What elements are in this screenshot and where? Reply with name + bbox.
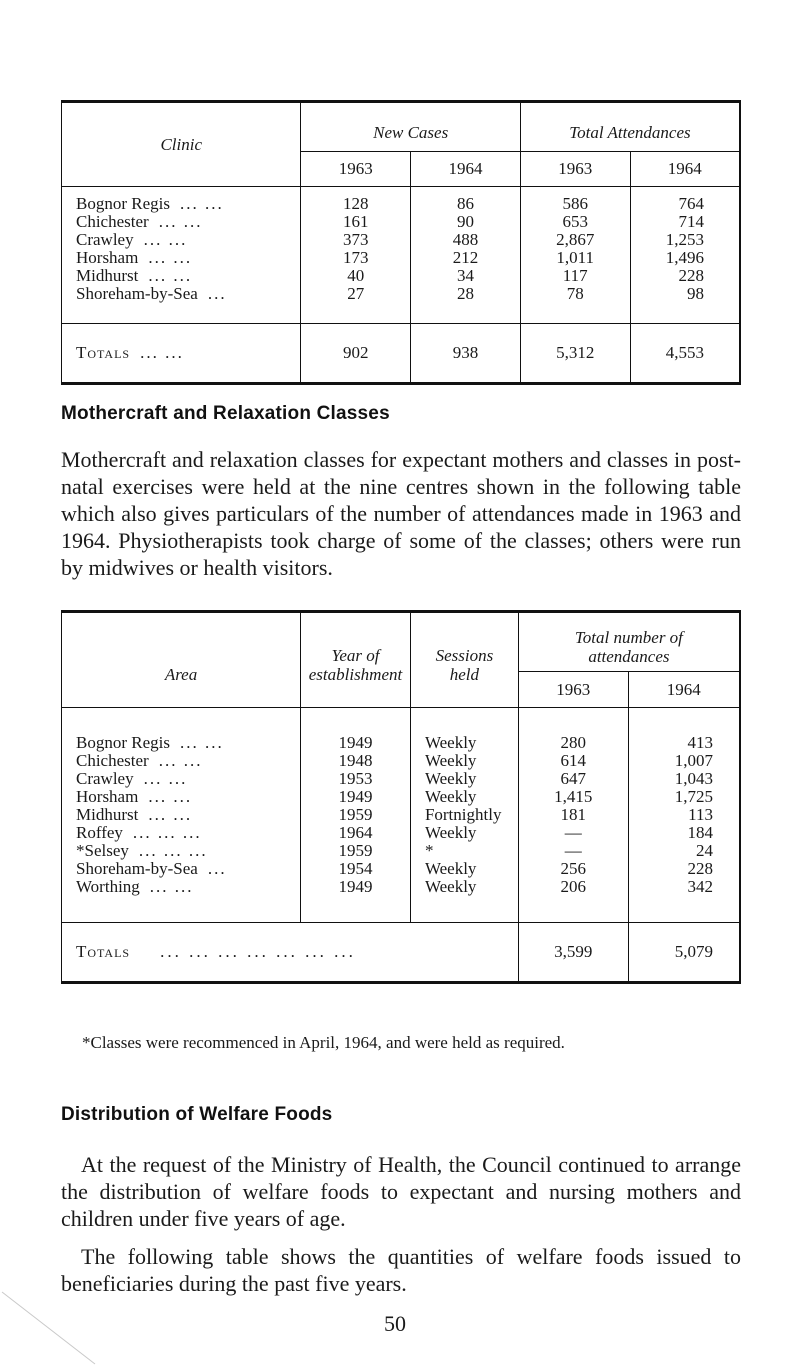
clinic-name: Crawley	[76, 230, 134, 249]
page-number: 50	[384, 1311, 406, 1336]
new-cases-1964-cell: 90	[411, 213, 521, 231]
attendances-1963-cell: 2,867	[520, 231, 630, 249]
attendances-1963-cell: 256	[518, 860, 628, 878]
attendances-1963-cell: 586	[520, 187, 630, 214]
sessions-cell: Weekly	[410, 878, 518, 923]
clinic-name: Midhurst	[76, 266, 139, 285]
area-name: Bognor Regis	[76, 733, 170, 752]
area-name-cell	[62, 752, 301, 770]
clinic-cases-table	[61, 100, 741, 385]
year-1964-header: 1964	[411, 152, 521, 187]
area-header: Area	[62, 612, 301, 708]
table-row	[62, 213, 741, 231]
total-attendances-1963: 5,312	[520, 324, 630, 384]
year-established-cell: 1964	[301, 824, 411, 842]
sessions-cell: Weekly	[410, 752, 518, 770]
attendances-1964-cell: 413	[628, 708, 740, 753]
table-row	[62, 249, 741, 267]
attendances-1964-cell: 342	[628, 878, 740, 923]
area-name: Worthing	[76, 877, 140, 896]
section-paragraph: The following table shows the quantities of welfare foods issued to beneficiaries during the past five years.	[61, 1244, 741, 1296]
leader-dots: ... ...	[148, 787, 193, 806]
attendances-1963-cell: 1,415	[518, 788, 628, 806]
year-established-header: Year of establishment	[301, 612, 411, 708]
totals-row	[62, 324, 741, 384]
new-cases-1963-cell: 27	[301, 285, 411, 324]
area-name: Horsham	[76, 787, 139, 806]
clinic-name: Shoreham-by-Sea	[76, 284, 198, 303]
new-cases-1963-cell: 40	[301, 267, 411, 285]
clinic-name-cell	[62, 231, 301, 249]
area-name-cell	[62, 842, 301, 860]
area-name: Midhurst	[76, 805, 139, 824]
leader-dots: ... ...	[158, 751, 203, 770]
new-cases-1963-cell: 161	[301, 213, 411, 231]
area-name: Shoreham-by-Sea	[76, 859, 198, 878]
clinic-name-cell	[62, 249, 301, 267]
new-cases-1964-cell: 86	[411, 187, 521, 214]
sessions-cell: Weekly	[410, 824, 518, 842]
attendances-1963-cell: 653	[520, 213, 630, 231]
attendances-1964-cell: 184	[628, 824, 740, 842]
attendances-1964-cell: 764	[630, 187, 740, 214]
new-cases-1964-cell: 488	[411, 231, 521, 249]
total-attendances-header: Total number of attendances	[518, 612, 740, 672]
table-row	[62, 788, 741, 806]
scan-artifact	[0, 1280, 100, 1370]
table-row	[62, 806, 741, 824]
attendances-1963-cell: 1,011	[520, 249, 630, 267]
year-established-cell: 1949	[301, 878, 411, 923]
leader-dots: ... ...	[148, 805, 193, 824]
attendances-1964-cell: 228	[630, 267, 740, 285]
new-cases-1963-cell: 373	[301, 231, 411, 249]
year-1964-header: 1964	[630, 152, 740, 187]
table-row	[62, 267, 741, 285]
table-row	[62, 187, 741, 214]
attendances-1963-cell: —	[518, 842, 628, 860]
new-cases-1964-cell: 212	[411, 249, 521, 267]
leader-dots: ... ...	[179, 733, 224, 752]
leader-dots: ... ...	[140, 343, 184, 362]
attendances-1963-cell: 206	[518, 878, 628, 923]
table-row	[62, 752, 741, 770]
area-name-cell	[62, 806, 301, 824]
area-name-cell	[62, 860, 301, 878]
clinic-name-cell	[62, 285, 301, 324]
attendances-1963-cell: 614	[518, 752, 628, 770]
attendances-1964-cell: 714	[630, 213, 740, 231]
year-established-cell: 1949	[301, 708, 411, 753]
new-cases-1964-cell: 34	[411, 267, 521, 285]
leader-dots: ... ... ... ... ... ... ...	[160, 942, 356, 961]
sessions-cell: Weekly	[410, 770, 518, 788]
leader-dots: ... ...	[143, 230, 188, 249]
clinic-header: Clinic	[62, 102, 301, 187]
section-heading: Mothercraft and Relaxation Classes	[61, 403, 390, 424]
attendances-1964-cell: 98	[630, 285, 740, 324]
attendances-1963-cell: —	[518, 824, 628, 842]
year-1963-header: 1963	[301, 152, 411, 187]
attendances-1963-cell: 181	[518, 806, 628, 824]
total-attendances-1964: 5,079	[628, 923, 740, 983]
new-cases-1963-cell: 128	[301, 187, 411, 214]
table-row	[62, 285, 741, 324]
sessions-cell: Fortnightly	[410, 806, 518, 824]
attendances-1963-cell: 117	[520, 267, 630, 285]
leader-dots: ... ...	[148, 266, 193, 285]
clinic-name: Horsham	[76, 248, 139, 267]
attendances-1964-cell: 24	[628, 842, 740, 860]
year-established-cell: 1959	[301, 842, 411, 860]
year-1964-header: 1964	[628, 672, 740, 708]
year-established-cell: 1948	[301, 752, 411, 770]
attendances-1963-cell: 647	[518, 770, 628, 788]
area-name-cell	[62, 824, 301, 842]
clinic-name-cell	[62, 187, 301, 214]
area-name: Roffey	[76, 823, 123, 842]
table-row	[62, 770, 741, 788]
mothercraft-classes-table	[61, 610, 741, 984]
area-name: Crawley	[76, 769, 134, 788]
area-name-cell	[62, 878, 301, 923]
new-cases-header: New Cases	[301, 102, 520, 152]
section-paragraph: At the request of the Ministry of Health, the Council continued to arrange the distribution of welfare foods to expectant and nursing mothers and children under five years of age.	[61, 1152, 741, 1231]
leader-dots: ... ...	[143, 769, 188, 788]
area-name: Chichester	[76, 751, 149, 770]
year-1963-header: 1963	[520, 152, 630, 187]
attendances-1964-cell: 1,253	[630, 231, 740, 249]
sessions-held-header: Sessions held	[410, 612, 518, 708]
table-row	[62, 231, 741, 249]
table-row	[62, 708, 741, 753]
attendances-1964-cell: 113	[628, 806, 740, 824]
section-heading: Distribution of Welfare Foods	[61, 1104, 333, 1125]
leader-dots: ... ...	[158, 212, 203, 231]
table-row	[62, 824, 741, 842]
sessions-cell: Weekly	[410, 788, 518, 806]
total-new-cases-1964: 938	[411, 324, 521, 384]
leader-dots: ...	[207, 859, 227, 878]
footnote: *Classes were recommenced in April, 1964, and were held as required.	[82, 1033, 565, 1052]
total-attendances-header: Total Attendances	[520, 102, 740, 152]
new-cases-1963-cell: 173	[301, 249, 411, 267]
attendances-1964-cell: 1,007	[628, 752, 740, 770]
year-1963-header: 1963	[518, 672, 628, 708]
table-row	[62, 842, 741, 860]
totals-row	[62, 923, 741, 983]
area-name-cell	[62, 788, 301, 806]
total-attendances-1963: 3,599	[518, 923, 628, 983]
total-attendances-1964: 4,553	[630, 324, 740, 384]
attendances-1963-cell: 280	[518, 708, 628, 753]
area-name-cell	[62, 770, 301, 788]
total-new-cases-1963: 902	[301, 324, 411, 384]
clinic-name: Bognor Regis	[76, 194, 170, 213]
year-established-cell: 1953	[301, 770, 411, 788]
leader-dots: ...	[207, 284, 227, 303]
attendances-1964-cell: 1,725	[628, 788, 740, 806]
leader-dots: ... ... ...	[138, 841, 208, 860]
attendances-1963-cell: 78	[520, 285, 630, 324]
table-row	[62, 878, 741, 923]
attendances-1964-cell: 228	[628, 860, 740, 878]
area-name-cell	[62, 708, 301, 753]
table-row	[62, 860, 741, 878]
attendances-1964-cell: 1,496	[630, 249, 740, 267]
clinic-name-cell	[62, 267, 301, 285]
leader-dots: ... ...	[148, 248, 193, 267]
leader-dots: ... ...	[149, 877, 194, 896]
section-paragraph: Mothercraft and relaxation classes for expectant mothers and classes in post-natal exercises were held at the nine centres shown in the following table which also gives particulars of the number of attendances made in 1963 and 1964. Physiotherapists took charge of some of the classes; others were run by midwives or health visitors.	[61, 447, 741, 580]
year-established-cell: 1949	[301, 788, 411, 806]
sessions-cell: *	[410, 842, 518, 860]
totals-label: Totals	[76, 343, 131, 362]
clinic-name-cell	[62, 213, 301, 231]
attendances-1964-cell: 1,043	[628, 770, 740, 788]
new-cases-1964-cell: 28	[411, 285, 521, 324]
sessions-cell: Weekly	[410, 860, 518, 878]
area-name: *Selsey	[76, 841, 129, 860]
sessions-cell: Weekly	[410, 708, 518, 753]
leader-dots: ... ... ...	[132, 823, 202, 842]
totals-label: Totals	[76, 942, 131, 961]
year-established-cell: 1954	[301, 860, 411, 878]
year-established-cell: 1959	[301, 806, 411, 824]
leader-dots: ... ...	[179, 194, 224, 213]
clinic-name: Chichester	[76, 212, 149, 231]
